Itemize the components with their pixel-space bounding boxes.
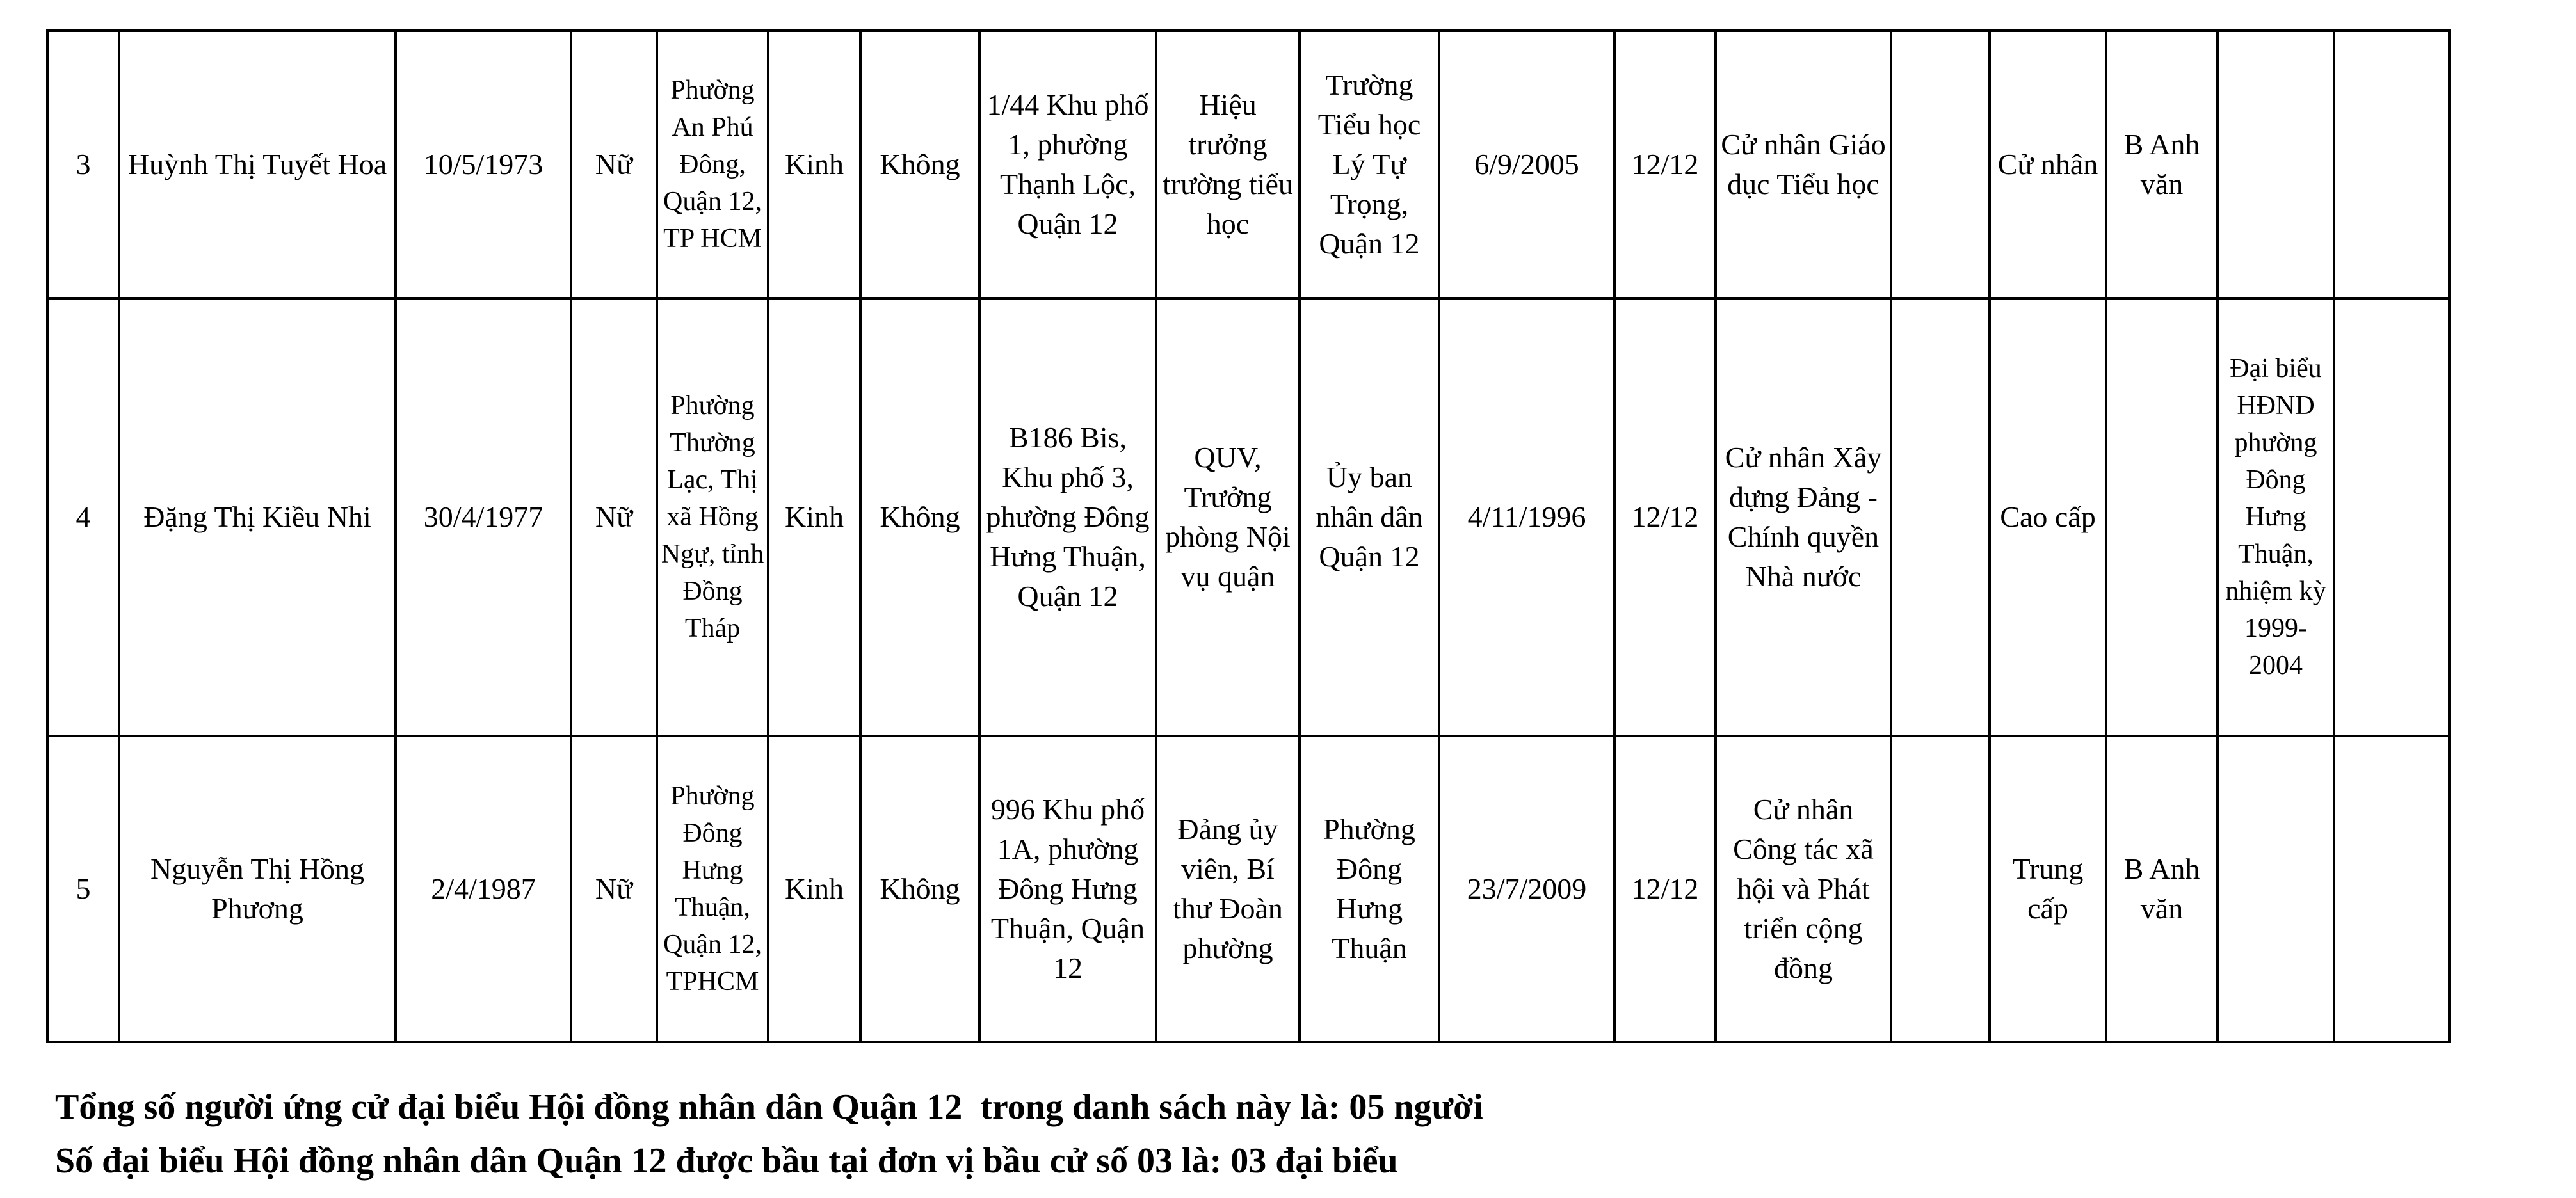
cell-gender: Nữ: [571, 736, 657, 1042]
cell-extra: [2334, 31, 2449, 298]
cell-general-edu: 12/12: [1614, 298, 1716, 736]
cell-extra: [2334, 736, 2449, 1042]
cell-degree: Cử nhân Giáo dục Tiểu học: [1716, 31, 1891, 298]
cell-previous-delegate: Đại biểu HĐND phường Đông Hưng Thuận, nhiệm kỳ 1999-2004: [2218, 298, 2334, 736]
cell-workplace: Ủy ban nhân dân Quận 12: [1300, 298, 1439, 736]
cell-foreign-language: [2106, 298, 2218, 736]
candidate-table: [46, 29, 2451, 1043]
cell-position: Hiệu trưởng trường tiểu học: [1156, 31, 1300, 298]
cell-academic-title: [1891, 298, 1990, 736]
summary-total-candidates: Tổng số người ứng cử đại biểu Hội đồng nhân dân Quận 12 trong danh sách này là: 05 người: [55, 1087, 1483, 1127]
cell-name: Nguyễn Thị Hồng Phương: [119, 736, 396, 1042]
table-row: [47, 736, 2449, 1042]
cell-residence: 996 Khu phố 1A, phường Đông Hưng Thuận, Quận 12: [979, 736, 1156, 1042]
cell-residence: B186 Bis, Khu phố 3, phường Đông Hưng Thuận, Quận 12: [979, 298, 1156, 736]
cell-academic-title: [1891, 31, 1990, 298]
cell-name: Huỳnh Thị Tuyết Hoa: [119, 31, 396, 298]
cell-ethnicity: Kinh: [768, 298, 860, 736]
cell-stt: 3: [47, 31, 119, 298]
summary-elected-delegates: Số đại biểu Hội đồng nhân dân Quận 12 được bầu tại đơn vị bầu cử số 03 là: 03 đại biểu: [55, 1141, 1398, 1181]
cell-general-edu: 12/12: [1614, 31, 1716, 298]
cell-party-date: 23/7/2009: [1439, 736, 1614, 1042]
cell-stt: 5: [47, 736, 119, 1042]
cell-stt: 4: [47, 298, 119, 736]
cell-workplace: Phường Đông Hưng Thuận: [1300, 736, 1439, 1042]
cell-previous-delegate: [2218, 31, 2334, 298]
cell-ethnicity: Kinh: [768, 736, 860, 1042]
cell-hometown: Phường Thường Lạc, Thị xã Hồng Ngự, tỉnh Đồng Tháp: [657, 298, 768, 736]
cell-position: Đảng ủy viên, Bí thư Đoàn phường: [1156, 736, 1300, 1042]
cell-position: QUV, Trưởng phòng Nội vụ quận: [1156, 298, 1300, 736]
cell-extra: [2334, 298, 2449, 736]
cell-gender: Nữ: [571, 31, 657, 298]
cell-dob: 2/4/1987: [396, 736, 571, 1042]
cell-ethnicity: Kinh: [768, 31, 860, 298]
cell-dob: 30/4/1977: [396, 298, 571, 736]
cell-gender: Nữ: [571, 298, 657, 736]
cell-foreign-language: B Anh văn: [2106, 736, 2218, 1042]
cell-religion: Không: [860, 736, 979, 1042]
cell-party-date: 4/11/1996: [1439, 298, 1614, 736]
cell-hometown: Phường An Phú Đông, Quận 12, TP HCM: [657, 31, 768, 298]
cell-political-theory: Cao cấp: [1990, 298, 2106, 736]
cell-political-theory: Cử nhân: [1990, 31, 2106, 298]
cell-foreign-language: B Anh văn: [2106, 31, 2218, 298]
cell-religion: Không: [860, 31, 979, 298]
cell-previous-delegate: [2218, 736, 2334, 1042]
cell-residence: 1/44 Khu phố 1, phường Thạnh Lộc, Quận 12: [979, 31, 1156, 298]
cell-workplace: Trường Tiểu học Lý Tự Trọng, Quận 12: [1300, 31, 1439, 298]
cell-dob: 10/5/1973: [396, 31, 571, 298]
cell-academic-title: [1891, 736, 1990, 1042]
cell-religion: Không: [860, 298, 979, 736]
cell-general-edu: 12/12: [1614, 736, 1716, 1042]
cell-party-date: 6/9/2005: [1439, 31, 1614, 298]
cell-degree: Cử nhân Xây dựng Đảng - Chính quyền Nhà nước: [1716, 298, 1891, 736]
table-row: [47, 298, 2449, 736]
cell-degree: Cử nhân Công tác xã hội và Phát triển cộng đồng: [1716, 736, 1891, 1042]
table-row: [47, 31, 2449, 298]
cell-hometown: Phường Đông Hưng Thuận, Quận 12, TPHCM: [657, 736, 768, 1042]
cell-name: Đặng Thị Kiều Nhi: [119, 298, 396, 736]
cell-political-theory: Trung cấp: [1990, 736, 2106, 1042]
